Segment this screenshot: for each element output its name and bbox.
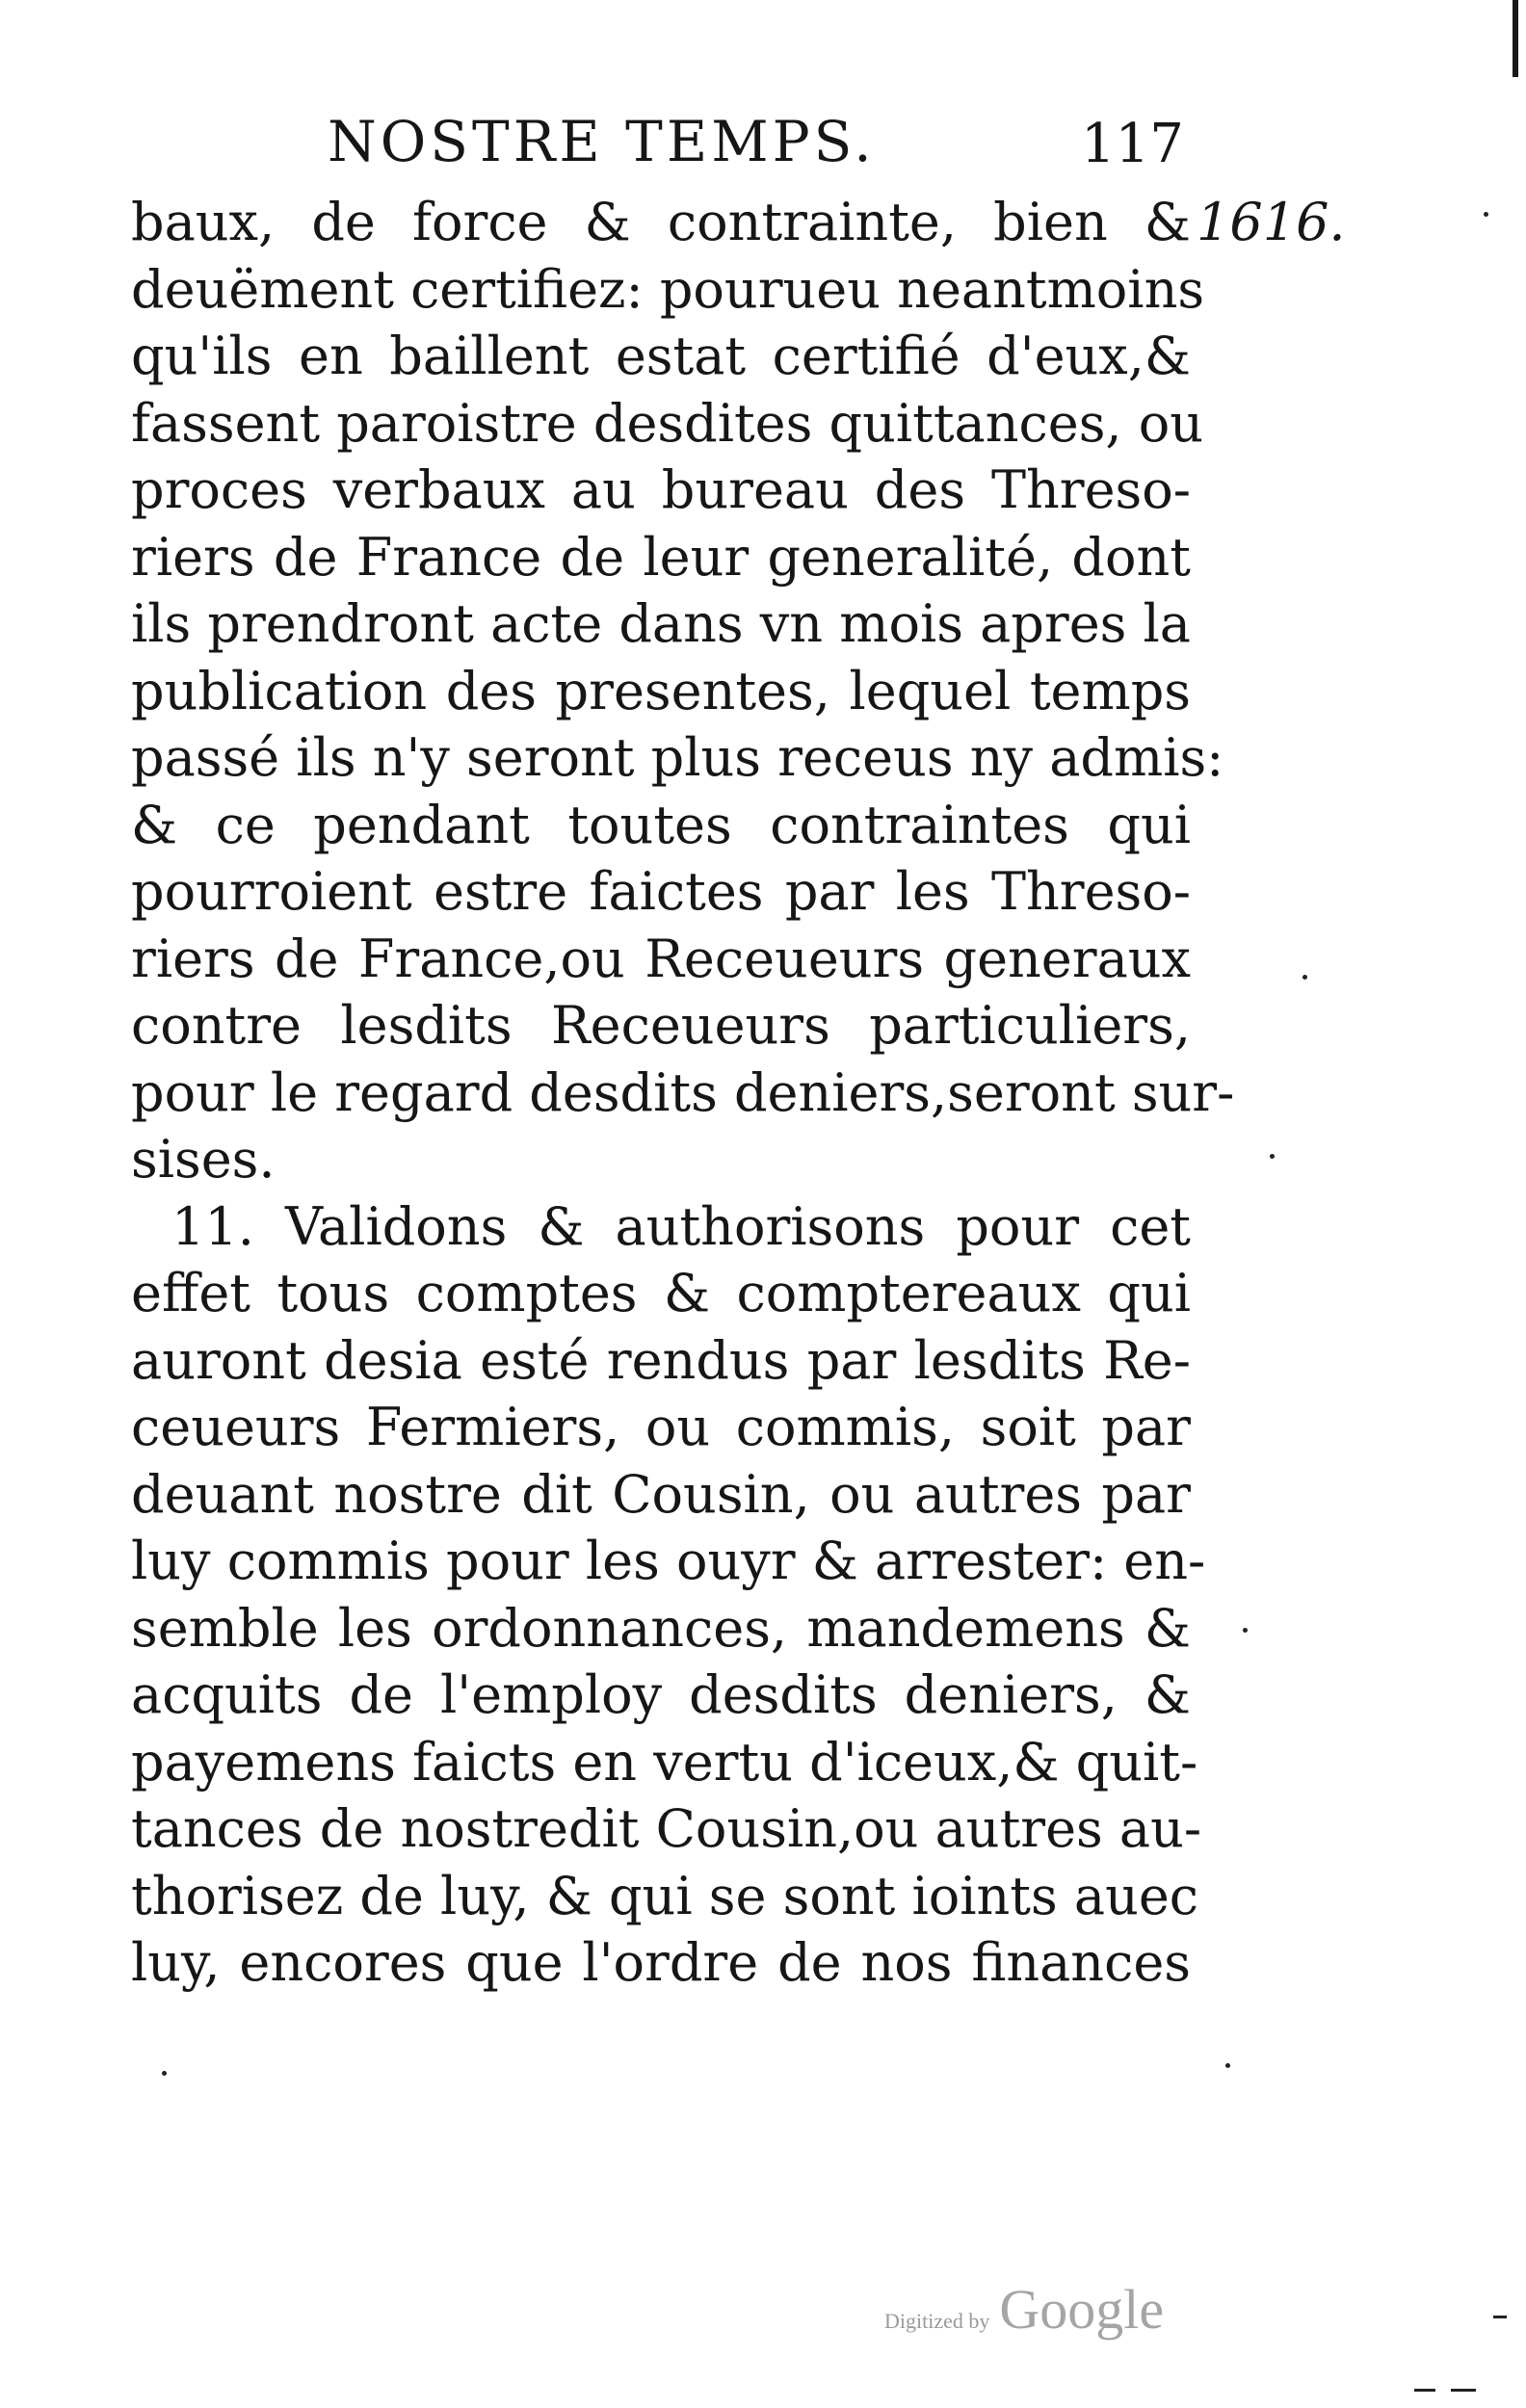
text-line: tances de nostredit Cousin,ou autres au- [131, 1798, 1202, 1859]
text-line: deuant nostre dit Cousin, ou autres par [131, 1463, 1191, 1525]
text-line: effet tous comptes & comptereaux qui [131, 1263, 1191, 1323]
text-line: luy, encores que l'ordre de nos finances [131, 1932, 1191, 1993]
scan-speck [162, 2071, 167, 2076]
text-line: ils prendront acte dans vn mois apres la [131, 593, 1191, 654]
scan-mark [1493, 2316, 1507, 2318]
digitization-watermark [884, 2277, 1164, 2342]
text-line: deuëment certifiez: pourueu neantmoins [131, 258, 1205, 320]
text-line: riers de France de leur generalité, dont [131, 526, 1191, 588]
page-number: 117 [1081, 113, 1184, 175]
text-line: baux, de force & contrainte, bien & [131, 192, 1191, 252]
text-line: contre lesdits Receueurs particuliers, [131, 995, 1191, 1056]
text-line: publication des presentes, lequel temps [131, 660, 1191, 721]
scan-mark [1451, 2389, 1476, 2392]
running-title: NOSTRE TEMPS. [328, 109, 876, 174]
text-line: acquits de l'employ desdits deniers, & [131, 1664, 1191, 1725]
watermark-prefix: Digitized by [884, 2309, 990, 2333]
text-line: pour le regard desdits deniers,seront sur- [131, 1061, 1235, 1123]
text-line: pourroient estre faictes par les Threso- [131, 861, 1191, 922]
text-line: proces verbaux au bureau des Threso- [131, 459, 1191, 520]
page-edge-mark [1513, 0, 1518, 77]
text-line: luy commis pour les ouyr & arrester: en- [131, 1531, 1206, 1591]
scan-speck [1302, 975, 1307, 980]
body-text [131, 189, 1235, 1997]
text-line: passé ils n'y seront plus receus ny admis: [131, 727, 1224, 788]
text-line: payemens faicts en vertu d'iceux,& quit- [131, 1731, 1198, 1793]
margin-year-note: 1616. [1197, 192, 1346, 252]
scan-speck [1270, 1154, 1275, 1159]
text-line: ceueurs Fermiers, ou commis, soit par [131, 1397, 1191, 1457]
text-line: riers de France,ou Receueurs generaux [131, 928, 1191, 989]
article-11-first-line: 11. Validons & authorisons pour cet [171, 1195, 1191, 1257]
text-line: auront desia esté rendus par lesdits Re- [131, 1329, 1191, 1391]
text-line: thorisez de luy, & qui se sont ioints auec [131, 1865, 1199, 1926]
text-line: semble les ordonnances, mandemens & [131, 1597, 1191, 1659]
watermark-brand: Google [999, 2278, 1165, 2341]
text-line: fassent paroistre desdites quittances, ou [131, 392, 1204, 454]
scan-speck [1225, 2063, 1230, 2068]
scan-speck [1243, 1628, 1248, 1633]
scan-mark [1414, 2389, 1435, 2392]
text-line: sises. [131, 1129, 276, 1190]
text-line: qu'ils en baillent estat certifié d'eux,& [131, 326, 1191, 386]
text-line: & ce pendant toutes contraintes qui [131, 794, 1191, 855]
scan-speck [1484, 212, 1488, 217]
